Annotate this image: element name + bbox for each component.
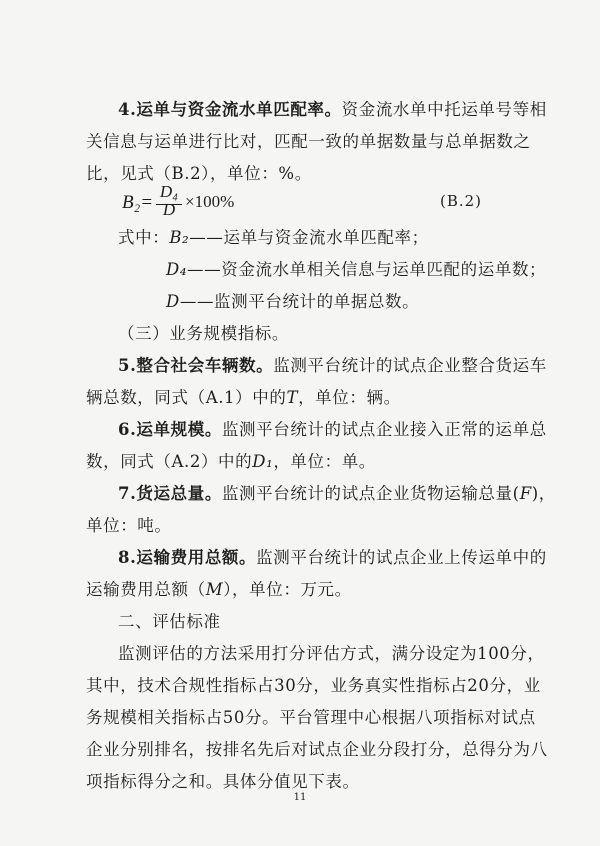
section-2-heading: 二、评估标准 [118, 612, 221, 631]
equation-number: (B.2) [440, 192, 483, 210]
item-8-line-2: 运输费用总额（M），单位：万元。 [86, 580, 352, 599]
item-4-line-1 [118, 98, 547, 122]
standard-line-5: 项指标得分之和。具体分值见下表。 [86, 772, 360, 791]
item-4-line-2: 关信息与运单进行比对，匹配一致的单据数量与总单据数之 [86, 132, 531, 151]
item-7-line-2: 单位：吨。 [86, 516, 172, 535]
formula-lhs: B₂= [122, 192, 154, 213]
item-8-line-1: 8.运输费用总额。监测平台统计的试点企业上传运单中的 [118, 548, 547, 567]
item-5-line-1: 5.整合社会车辆数。监测平台统计的试点企业整合货运车 [118, 356, 547, 375]
standard-line-3: 务规模相关指标占50分。平台管理中心根据八项指标对试点 [86, 708, 536, 727]
section-3-heading: （三）业务规模指标。 [118, 324, 289, 343]
item-6-line-1: 6.运单规模。监测平台统计的试点企业接入正常的运单总 [118, 420, 547, 439]
standard-line-1: 监测评估的方法采用打分评估方式，满分设定为100分， [118, 644, 545, 663]
formula-denominator: D [162, 200, 176, 219]
where-b2: 式中：B₂——运单与资金流水单匹配率； [118, 228, 429, 247]
item-5-line-2: 辆总数，同式（A.1）中的T，单位：辆。 [86, 388, 401, 407]
standard-line-4: 企业分别排名，按排名先后对试点企业分段打分，总得分为八 [86, 740, 548, 759]
item-4-line-3: 比，见式（B.2），单位：%。 [86, 164, 312, 183]
standard-line-2: 其中，技术合规性指标占30分，业务真实性指标占20分，业 [86, 676, 541, 695]
where-d: D——监测平台统计的单据总数。 [166, 292, 420, 311]
formula-b2 [122, 182, 252, 224]
where-d4: D₄——资金流水单相关信息与运单匹配的运单数； [166, 260, 547, 279]
item-7-line-1: 7.货运总量。监测平台统计的试点企业货物运输总量(F)， [118, 484, 556, 503]
item-4-heading: 4.运单与资金流水单匹配率。 [118, 100, 342, 119]
page-number: 11 [293, 792, 307, 803]
formula-rhs: ×100% [185, 192, 235, 211]
item-6-line-2: 数，同式（A.2）中的D₁，单位：单。 [86, 452, 376, 471]
item-4-text-1: 资金流水单中托运单号等相 [341, 100, 547, 119]
formula-numerator: D₄ [159, 182, 179, 201]
